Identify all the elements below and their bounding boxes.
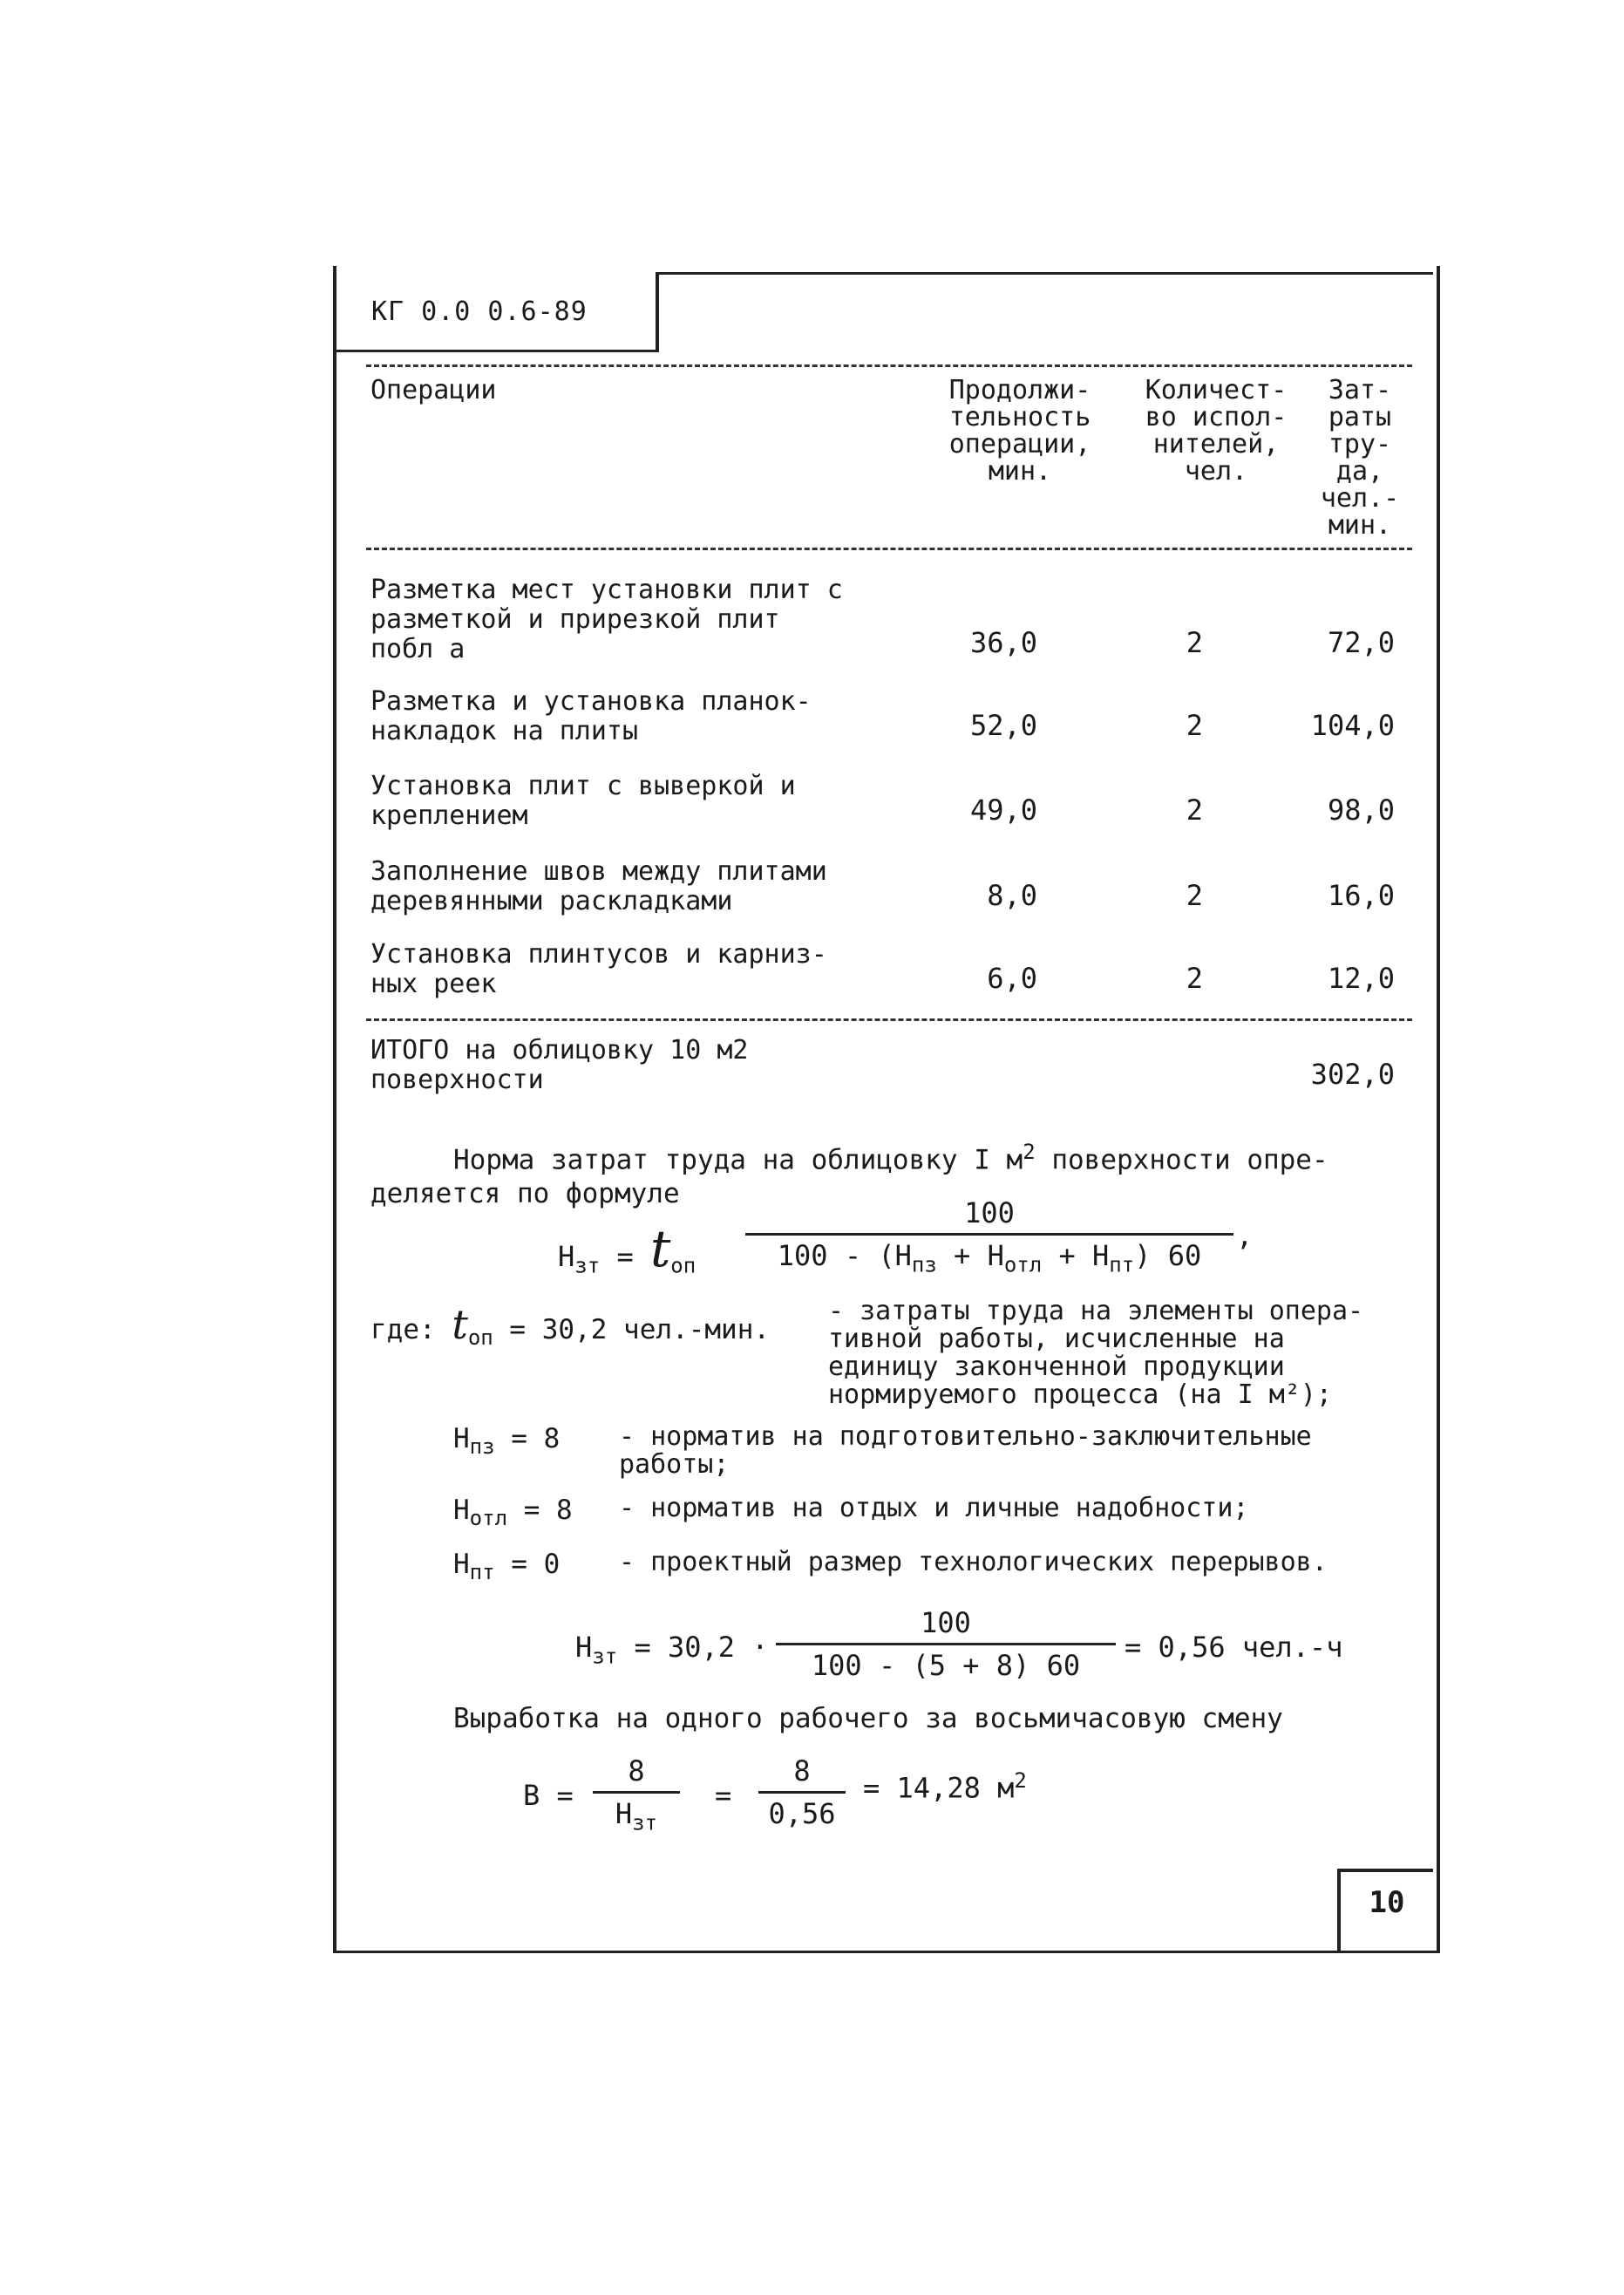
formula-norm-comma: , xyxy=(1236,1219,1254,1252)
where-t-description: - затраты труда на элементы опера- тивной работы, исчисленные на единицу законченной продукции нормируемого процесса (на I м²); xyxy=(828,1296,1364,1410)
table-row-labor: 16,0 xyxy=(1327,879,1395,912)
where-npt: $Н_{пт} = 0$ xyxy=(453,1549,561,1585)
output-intro: Выработка на одного рабочего за восьмичасовую смену xyxy=(453,1703,1283,1734)
page-frame xyxy=(333,266,1440,1953)
table-row-duration: 49,0 xyxy=(969,793,1037,827)
formula-output-lhs: В = xyxy=(523,1779,574,1812)
frame-top-line xyxy=(659,272,1433,275)
where-npt-description: - проектный размер технологических перерывов. xyxy=(619,1547,1328,1577)
table-total-value: 302,0 xyxy=(1310,1058,1395,1091)
formula-norm-fraction: 100 $100 - (Н_{пз} + Н_{отл} + Н_{пт})$ 60 xyxy=(745,1196,1233,1277)
where-notl: $Н_{отл} = 8$ xyxy=(453,1495,573,1531)
table-total-rule xyxy=(366,1018,1412,1021)
table-row-workers: 2 xyxy=(1186,879,1203,912)
where-npz-description: - норматив на подготовительно-заключительные работы; xyxy=(619,1421,1312,1480)
table-top-rule xyxy=(366,364,1412,367)
where-label: где: $t_{оп} = 30,2$ чел.-мин. xyxy=(370,1301,771,1351)
formula-calc-result: = 0,56 чел.-ч xyxy=(1125,1631,1343,1664)
formula-output-fraction2: 8 0,56 xyxy=(758,1754,846,1830)
table-row-labor: 104,0 xyxy=(1310,709,1395,742)
table-row-operation: Разметка мест установки плит с разметкой и прирезкой плит побл а xyxy=(370,575,843,664)
where-npz: $Н_{пз} = 8$ xyxy=(453,1423,561,1460)
column-header-operations: Операции xyxy=(370,375,497,405)
formula-output-eq: = xyxy=(715,1779,732,1812)
norm-intro: Норма затрат труда на облицовку I $м^2$ поверхности опре- xyxy=(453,1140,1328,1176)
where-notl-description: - норматив на отдых и личные надобности; xyxy=(619,1493,1249,1523)
table-total-label: ИТОГО на облицовку 10 м2 поверхности xyxy=(370,1035,749,1095)
table-row-labor: 72,0 xyxy=(1327,626,1395,659)
table-row-workers: 2 xyxy=(1186,626,1203,659)
table-row-duration: 6,0 xyxy=(987,962,1037,995)
table-row-duration: 36,0 xyxy=(969,626,1037,659)
column-header-workers: Количест- во испол- нителей, чел. xyxy=(1145,375,1288,487)
table-row-workers: 2 xyxy=(1186,793,1203,827)
column-header-labor: Зат- раты тру- да, чел.- мин. xyxy=(1320,375,1400,541)
formula-norm-lhs: $Н_{зт} = t_{оп}$ xyxy=(558,1219,696,1278)
norm-intro-line2: деляется по формуле xyxy=(370,1178,680,1209)
formula-output-fraction1: 8 $Н_{зт}$ xyxy=(593,1754,680,1835)
table-row-workers: 2 xyxy=(1186,962,1203,995)
table-row-operation: Заполнение швов между плитами деревянными раскладками xyxy=(370,856,827,916)
formula-calc-fraction: 100 100 - (5 + 8) 60 xyxy=(776,1606,1116,1682)
column-header-duration: Продолжи- тельность операции, мин. xyxy=(948,375,1091,487)
table-header-rule xyxy=(366,548,1412,550)
table-row-duration: 52,0 xyxy=(969,709,1037,742)
table-row-operation: Установка плит с выверкой и креплением xyxy=(370,771,796,831)
page-number: 10 xyxy=(1337,1869,1433,1951)
formula-calc-lhs: $Н_{зт} = 30,2$ · xyxy=(575,1631,769,1669)
table-row-duration: 8,0 xyxy=(987,879,1037,912)
formula-output-result: = 14,28 $м^2$ xyxy=(863,1768,1027,1805)
table-row-operation: Установка плинтусов и карниз- ных реек xyxy=(370,939,827,999)
table-row-workers: 2 xyxy=(1186,709,1203,742)
document-code: КГ 0.0 0.6-89 xyxy=(336,272,659,352)
table-row-labor: 98,0 xyxy=(1327,793,1395,827)
table-row-operation: Разметка и установка планок- накладок на плиты xyxy=(370,686,812,746)
table-row-labor: 12,0 xyxy=(1327,962,1395,995)
